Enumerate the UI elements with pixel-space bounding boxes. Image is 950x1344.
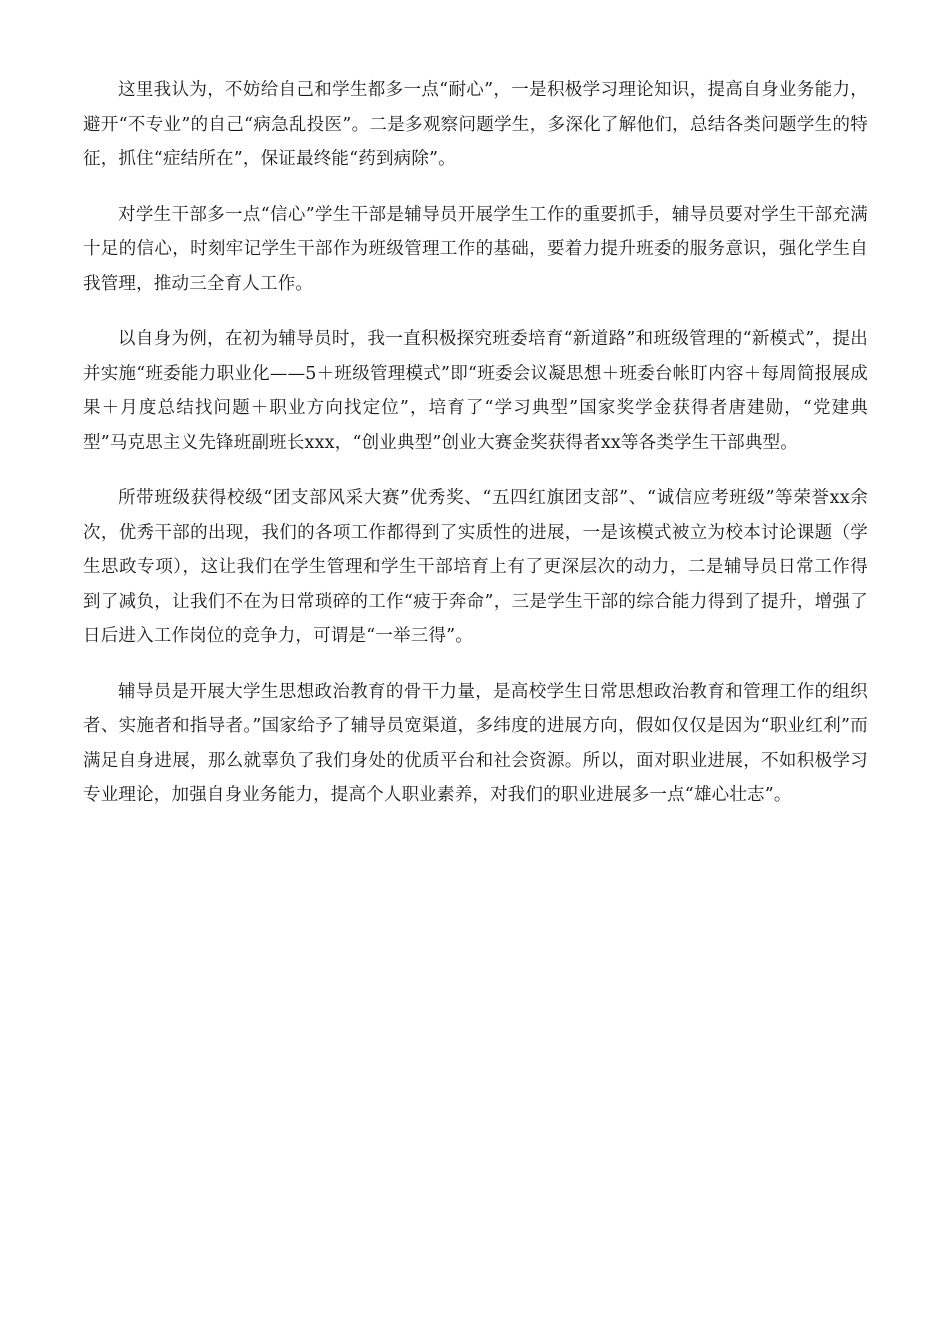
paragraph-3: 以自身为例，在初为辅导员时，我一直积极探究班委培育“新道路”和班级管理的“新模式”，提出并实施“班委能力职业化——5＋班级管理模式”即“班委会议凝思想＋班委台帐盯内容＋每周简报展成果＋月度总结找问题＋职业方向找定位”，培育了“学习典型”国家奖学金获得者唐建勋，“党建典型”马克思主义先锋班副班长xxx，“创业典型”创业大赛金奖获得者xx等各类学生干部典型。: [83, 329, 868, 453]
paragraph-4: 所带班级获得校级“团支部风采大赛”优秀奖、“五四红旗团支部”、“诚信应考班级”等荣誉xx余次，优秀干部的出现，我们的各项工作都得到了实质性的进展，一是该模式被立为校本讨论课题（学生思政专项），这让我们在学生管理和学生干部培育上有了更深层次的动力，二是辅导员日常工作得到了减负，让我们不在为日常琐碎的工作“疲于奔命”，三是学生干部的综合能力得到了提升，增强了日后进入工作岗位的竞争力，可谓是“一举三得”。: [83, 488, 868, 646]
paragraph-5: 辅导员是开展大学生思想政治教育的骨干力量，是高校学生日常思想政治教育和管理工作的组织者、实施者和指导者。”国家给予了辅导员宽渠道，多纬度的进展方向，假如仅仅是因为“职业红利”而满足自身进展，那么就辜负了我们身处的优质平台和社会资源。所以，面对职业进展，不如积极学习专业理论，加强自身业务能力，提高个人职业素养，对我们的职业进展多一点“雄心壮志”。: [83, 681, 868, 805]
paragraph-1: 这里我认为，不妨给自己和学生都多一点“耐心”，一是积极学习理论知识，提高自身业务能力，避开“不专业”的自己“病急乱投医”。二是多观察问题学生，多深化了解他们，总结各类问题学生的特征，抓住“症结所在”，保证最终能“药到病除”。: [83, 80, 868, 169]
paragraph-2: 对学生干部多一点“信心”学生干部是辅导员开展学生工作的重要抓手，辅导员要对学生干部充满十足的信心，时刻牢记学生干部作为班级管理工作的基础，要着力提升班委的服务意识，强化学生自我管理，推动三全育人工作。: [83, 204, 868, 294]
document-body: [83, 73, 868, 834]
